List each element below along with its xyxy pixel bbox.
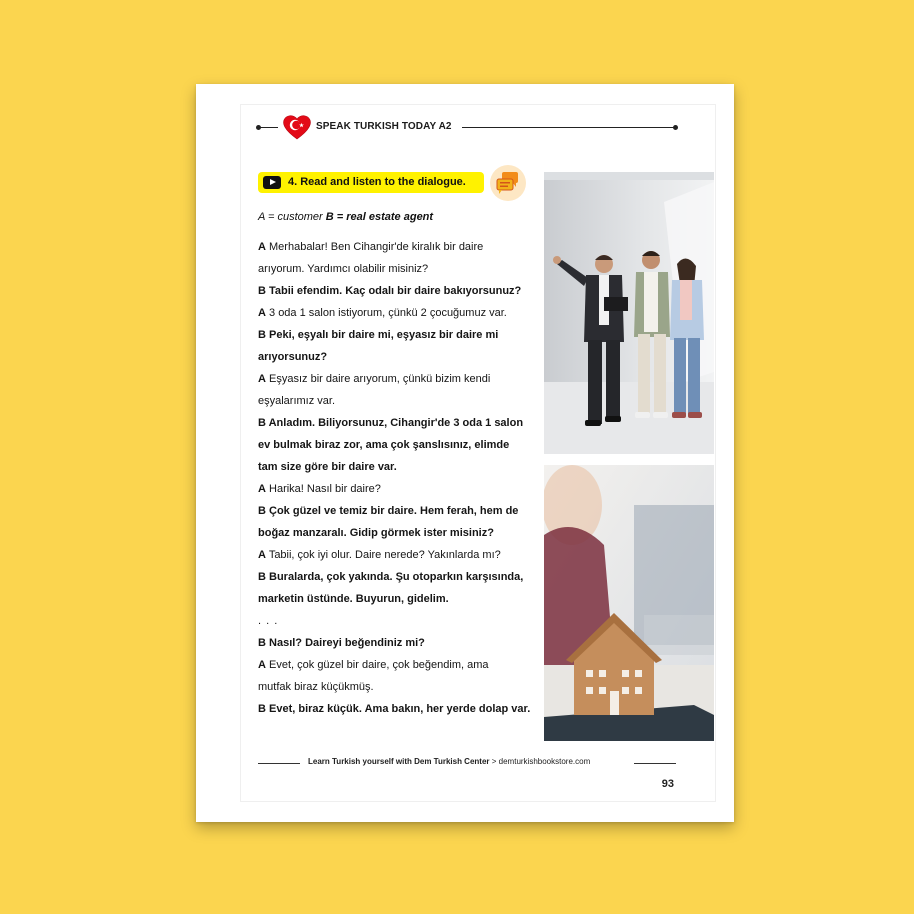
- dialogue-text-span: mutfak biraz küçükmüş.: [258, 681, 374, 693]
- dialogue-line: [258, 566, 548, 588]
- role-legend: [258, 211, 433, 223]
- dialogue-text-span: marketin üstünde. Buyurun, gidelim.: [258, 593, 449, 605]
- exercise-banner: [258, 172, 484, 193]
- play-icon[interactable]: [263, 176, 281, 189]
- dialogue-line: [258, 412, 548, 434]
- dialogue-line: [258, 544, 548, 566]
- book-page: [196, 84, 734, 822]
- page-header: [258, 114, 676, 142]
- dialogue-line: [258, 280, 548, 302]
- dialogue-text-span: Anladım. Biliyorsunuz, Cihangir'de 3 oda 1 salon: [268, 417, 524, 429]
- dialogue-line: [258, 676, 548, 698]
- dialogue-text-span: 3 oda 1 salon istiyorum, çünkü 2 çocuğumuz var.: [269, 307, 507, 319]
- dialogue-text-span: Harika! Nasıl bir daire?: [269, 483, 381, 495]
- speaker-label: B: [258, 285, 266, 297]
- speaker-label: A: [258, 241, 266, 253]
- speaker-label: B: [258, 637, 266, 649]
- dialogue-text-span: eşyalarımız var.: [258, 395, 336, 407]
- dialogue-line: [258, 324, 548, 346]
- dialogue-line: [258, 302, 548, 324]
- dialogue-text-span: arıyorum. Yardımcı olabilir misiniz?: [258, 263, 429, 275]
- dialogue-line: [258, 588, 548, 610]
- dialogue-line: [258, 456, 548, 478]
- photo-house-model: [544, 465, 714, 741]
- dialogue-text-span: Tabii efendim. Kaç odalı bir daire bakıyorsunuz?: [269, 285, 522, 297]
- dialogue-text-span: Evet, biraz küçük. Ama bakın, her yerde dolap var.: [269, 703, 531, 715]
- footer-separator: >: [489, 757, 499, 766]
- dialogue-text-span: boğaz manzaralı. Gidip görmek ister misiniz?: [258, 527, 494, 539]
- exercise-title: 4. Read and listen to the dialogue.: [288, 176, 466, 188]
- dialogue-text-span: ev bulmak biraz zor, ama çok şanslısınız, elimde: [258, 439, 510, 451]
- speaker-label: A: [258, 373, 266, 385]
- photo-agent-with-couple: [544, 172, 714, 454]
- header-rule-right: [462, 127, 676, 128]
- speaker-label: A: [258, 549, 266, 561]
- dialogue-text: [258, 236, 548, 720]
- speaker-label: A: [258, 307, 266, 319]
- role-agent: B = real estate agent: [325, 211, 434, 223]
- dialogue-line: [258, 390, 548, 412]
- header-rule-left: [258, 127, 278, 128]
- speaker-label: B: [258, 703, 266, 715]
- dialogue-line: [258, 434, 548, 456]
- dialogue-text-span: arıyorsunuz?: [258, 351, 328, 363]
- chat-bubbles-icon: [489, 164, 527, 202]
- page-number: 93: [661, 778, 674, 790]
- speaker-label: B: [258, 417, 266, 429]
- dialogue-line: [258, 610, 548, 632]
- speaker-label: B: [258, 571, 266, 583]
- dialogue-text-span: Nasıl? Daireyi beğendiniz mi?: [269, 637, 425, 649]
- dialogue-line: [258, 236, 548, 258]
- dialogue-line: [258, 258, 548, 280]
- footer-text: [308, 757, 590, 766]
- dialogue-line: [258, 698, 548, 720]
- dialogue-line: [258, 368, 548, 390]
- role-customer: A = customer: [258, 211, 326, 223]
- turkish-flag-heart-icon: [282, 114, 312, 140]
- dialogue-text-span: Merhabalar! Ben Cihangir'de kiralık bir daire: [269, 241, 484, 253]
- footer-site-link[interactable]: demturkishbookstore.com: [498, 757, 591, 766]
- dialogue-line: [258, 500, 548, 522]
- dialogue-line: [258, 522, 548, 544]
- dialogue-text-span: Buralarda, çok yakında. Şu otoparkın karşısında,: [269, 571, 524, 583]
- dialogue-line: [258, 346, 548, 368]
- dialogue-text-span: Tabii, çok iyi olur. Daire nerede? Yakınlarda mı?: [268, 549, 501, 561]
- speaker-label: B: [258, 329, 266, 341]
- dialogue-text-span: . . .: [258, 615, 279, 627]
- footer-rule-right: [634, 763, 676, 764]
- dialogue-text-span: Peki, eşyalı bir daire mi, eşyasız bir daire mi: [269, 329, 499, 341]
- dialogue-text-span: Eşyasız bir daire arıyorum, çünkü bizim kendi: [269, 373, 491, 385]
- speaker-label: A: [258, 483, 266, 495]
- page-footer: [258, 752, 676, 774]
- dialogue-text-span: Evet, çok güzel bir daire, çok beğendim, ama: [269, 659, 489, 671]
- dialogue-text-span: Çok güzel ve temiz bir daire. Hem ferah, hem de: [269, 505, 519, 517]
- footer-rule-left: [258, 763, 300, 764]
- dialogue-line: [258, 478, 548, 500]
- speaker-label: A: [258, 659, 266, 671]
- speaker-label: B: [258, 505, 266, 517]
- dialogue-line: [258, 654, 548, 676]
- dialogue-line: [258, 632, 548, 654]
- footer-slogan: Learn Turkish yourself with Dem Turkish Center: [308, 757, 490, 766]
- book-title: SPEAK TURKISH TODAY A2: [316, 121, 452, 132]
- dialogue-text-span: tam size göre bir daire var.: [258, 461, 397, 473]
